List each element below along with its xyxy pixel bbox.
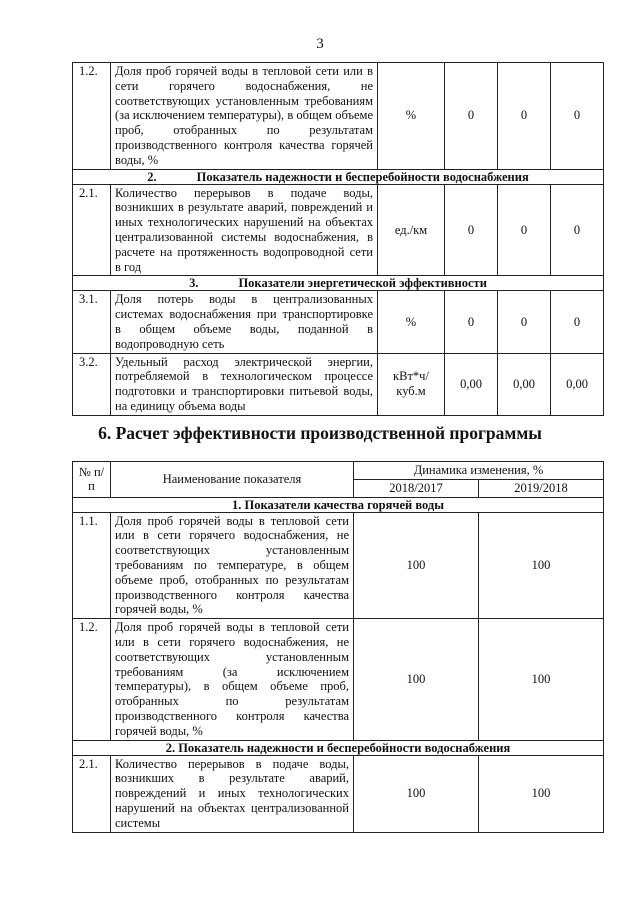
value-cell: 0 — [498, 184, 551, 276]
section-row — [73, 169, 604, 184]
value-cell: 0 — [445, 63, 498, 170]
value-cell: 100 — [479, 619, 604, 740]
header-dynamics: Динамика изменения, % — [354, 462, 604, 480]
header-col-2018: 2018/2017 — [354, 479, 479, 497]
value-cell: 0 — [551, 291, 604, 353]
section-row — [73, 276, 604, 291]
value-cell: 100 — [479, 512, 604, 619]
section-title: 2. Показатель надежности и бесперебойности водоснабжения — [73, 740, 604, 755]
value-cell: 0 — [445, 184, 498, 276]
page-number: 3 — [316, 36, 324, 52]
section-number: 2. — [147, 169, 157, 184]
table-row — [73, 619, 604, 740]
section-row — [73, 497, 604, 512]
row-number: 1.2. — [73, 619, 111, 740]
indicator-name: Доля потерь воды в централизованных системах водоснабжения при транспортировке в общем объеме воды, поданной в водопроводную сеть — [111, 291, 378, 353]
row-number: 2.1. — [73, 184, 111, 276]
table-row — [73, 512, 604, 619]
row-number: 3.1. — [73, 291, 111, 353]
header-name: Наименование показателя — [111, 462, 354, 498]
value-cell: 100 — [354, 755, 479, 832]
indicator-name: Доля проб горячей воды в тепловой сети или в сети горячего водоснабжения, не соответствующих установленным требованиям (за исключением температуры), в общем объеме проб, отобранных по результатам производственного контроля качества горячей воды, % — [111, 619, 354, 740]
indicator-name: Доля проб горячей воды в тепловой сети или в сети горячего водоснабжения, не соответствующих установленным требованиям (за исключением температуры), в общем объеме проб, отобранных по результатам производственного контроля качества горячей воды, % — [111, 63, 378, 170]
section-title — [73, 169, 604, 184]
section-number: 3. — [189, 276, 199, 291]
row-number: 3.2. — [73, 353, 111, 415]
header-num: № п/п — [73, 462, 111, 498]
value-cell: 100 — [479, 755, 604, 832]
section-title: 1. Показатели качества горячей воды — [73, 497, 604, 512]
table-row — [73, 184, 604, 276]
value-cell: 100 — [354, 619, 479, 740]
value-cell: 100 — [354, 512, 479, 619]
value-cell: 0,00 — [551, 353, 604, 415]
value-cell: 0 — [498, 63, 551, 170]
section-label: Показатель надежности и бесперебойности водоснабжения — [196, 169, 529, 184]
row-number: 1.1. — [73, 512, 111, 619]
section-label: Показатели энергетической эффективности — [238, 276, 487, 291]
table-row — [73, 291, 604, 353]
indicator-name: Количество перерывов в подаче воды, возникших в результате аварий, повреждений и иных технологических нарушений на объектах централизованной системы водоснабжения, в расчете на протяженность водопроводной сети в год — [111, 184, 378, 276]
indicator-name: Количество перерывов в подаче воды, возникших в результате аварий, повреждений и иных технологических нарушений на объектах централизованной системы — [111, 755, 354, 832]
unit-cell: % — [378, 291, 445, 353]
efficiency-table — [72, 461, 604, 833]
indicator-name: Удельный расход электрической энергии, потребляемой в технологическом процессе подготовки и транспортировки питьевой воды, на единицу объема воды — [111, 353, 378, 415]
row-number: 2.1. — [73, 755, 111, 832]
unit-cell: % — [378, 63, 445, 170]
indicator-name: Доля проб горячей воды в тепловой сети или в сети горячего водоснабжения, не соответствующих установленным требованиям по температуре, в общем объеме проб, отобранных по результатам производственного контроля качества горячей воды, % — [111, 512, 354, 619]
indicators-table — [72, 62, 604, 416]
section-title — [73, 276, 604, 291]
header-col-2019: 2019/2018 — [479, 479, 604, 497]
value-cell: 0 — [498, 291, 551, 353]
header-row — [73, 462, 604, 480]
value-cell: 0,00 — [498, 353, 551, 415]
section-heading: 6. Расчет эффективности производственной программы — [98, 423, 542, 443]
section-row — [73, 740, 604, 755]
table-row — [73, 353, 604, 415]
value-cell: 0,00 — [445, 353, 498, 415]
value-cell: 0 — [445, 291, 498, 353]
table-row — [73, 63, 604, 170]
value-cell: 0 — [551, 184, 604, 276]
unit-cell: ед./км — [378, 184, 445, 276]
table-row — [73, 755, 604, 832]
row-number: 1.2. — [73, 63, 111, 170]
value-cell: 0 — [551, 63, 604, 170]
unit-cell: кВт*ч/ куб.м — [378, 353, 445, 415]
